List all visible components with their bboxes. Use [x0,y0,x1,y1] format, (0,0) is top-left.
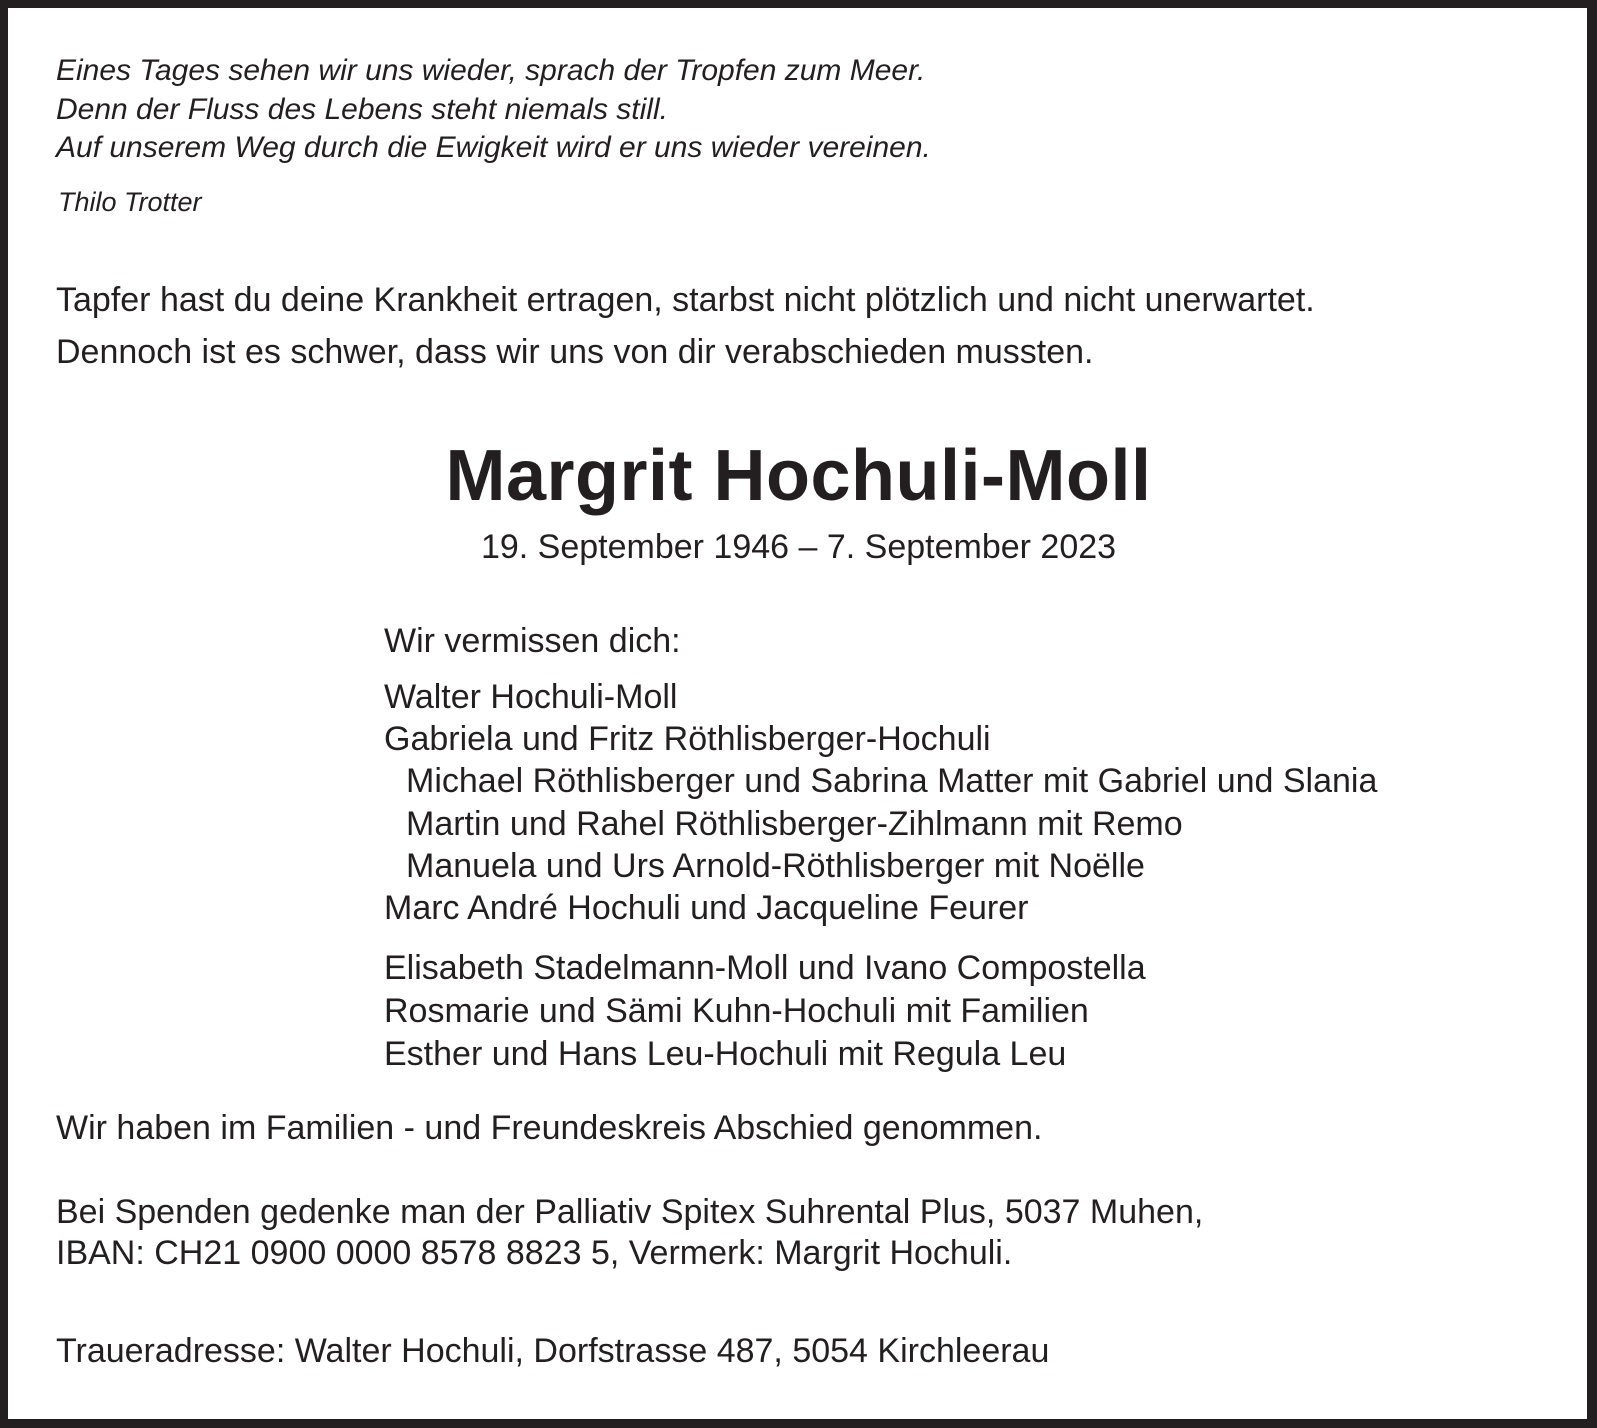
mourner-name: Walter Hochuli-Moll [384,678,678,716]
mourner-name: Gabriela und Fritz Röthlisberger-Hochuli [384,720,991,759]
donation-info [56,1192,1203,1274]
mourner-name: Marc André Hochuli und Jacqueline Feurer [384,889,1029,928]
mourners-siblings-list [384,947,1146,1076]
mourners-family-list [384,676,1377,929]
quote-line: Auf unserem Weg durch die Ewigkeit wird er uns wieder vereinen. [56,131,931,164]
poem-quote [56,52,931,168]
donation-line: Bei Spenden gedenke man der Palliativ Spitex Suhrental Plus, 5037 Muhen, [56,1193,1204,1231]
deceased-name: Margrit Hochuli-Moll [445,436,1152,516]
intro-line: Tapfer hast du deine Krankheit ertragen, starbst nicht plötzlich und nicht unerwartet. [56,281,1315,319]
mourner-name: Rosmarie und Sämi Kuhn-Hochuli mit Familien [384,992,1089,1030]
donation-iban: IBAN: CH21 0900 0000 8578 8823 5, Vermerk: Margrit Hochuli. [56,1234,1013,1272]
mourner-name: Martin und Rahel Röthlisberger-Zihlmann mit Remo [406,804,1183,843]
quote-author: Thilo Trotter [58,187,202,217]
intro-line: Dennoch ist es schwer, dass wir uns von dir verabschieden mussten. [56,333,1094,371]
quote-line: Denn der Fluss des Lebens steht niemals still. [56,92,668,126]
mourner-name: Manuela und Urs Arnold-Röthlisberger mit Noëlle [406,846,1145,885]
mourning-address: Traueradresse: Walter Hochuli, Dorfstrasse 487, 5054 Kirchleerau [56,1332,1050,1370]
quote-line: Eines Tages sehen wir uns wieder, sprach der Tropfen zum Meer. [56,54,926,87]
mourner-name: Elisabeth Stadelmann-Moll und Ivano Compostella [384,949,1146,987]
life-dates: 19. September 1946 – 7. September 2023 [480,528,1117,566]
farewell-note: Wir haben im Familien - und Freundeskreis Abschied genommen. [56,1109,1043,1147]
mourners-heading: Wir vermissen dich: [384,622,681,660]
intro-text [56,274,1315,378]
mourner-name: Esther und Hans Leu-Hochuli mit Regula Leu [384,1035,1067,1073]
mourner-name: Michael Röthlisberger und Sabrina Matter mit Gabriel und Slania [406,762,1378,801]
